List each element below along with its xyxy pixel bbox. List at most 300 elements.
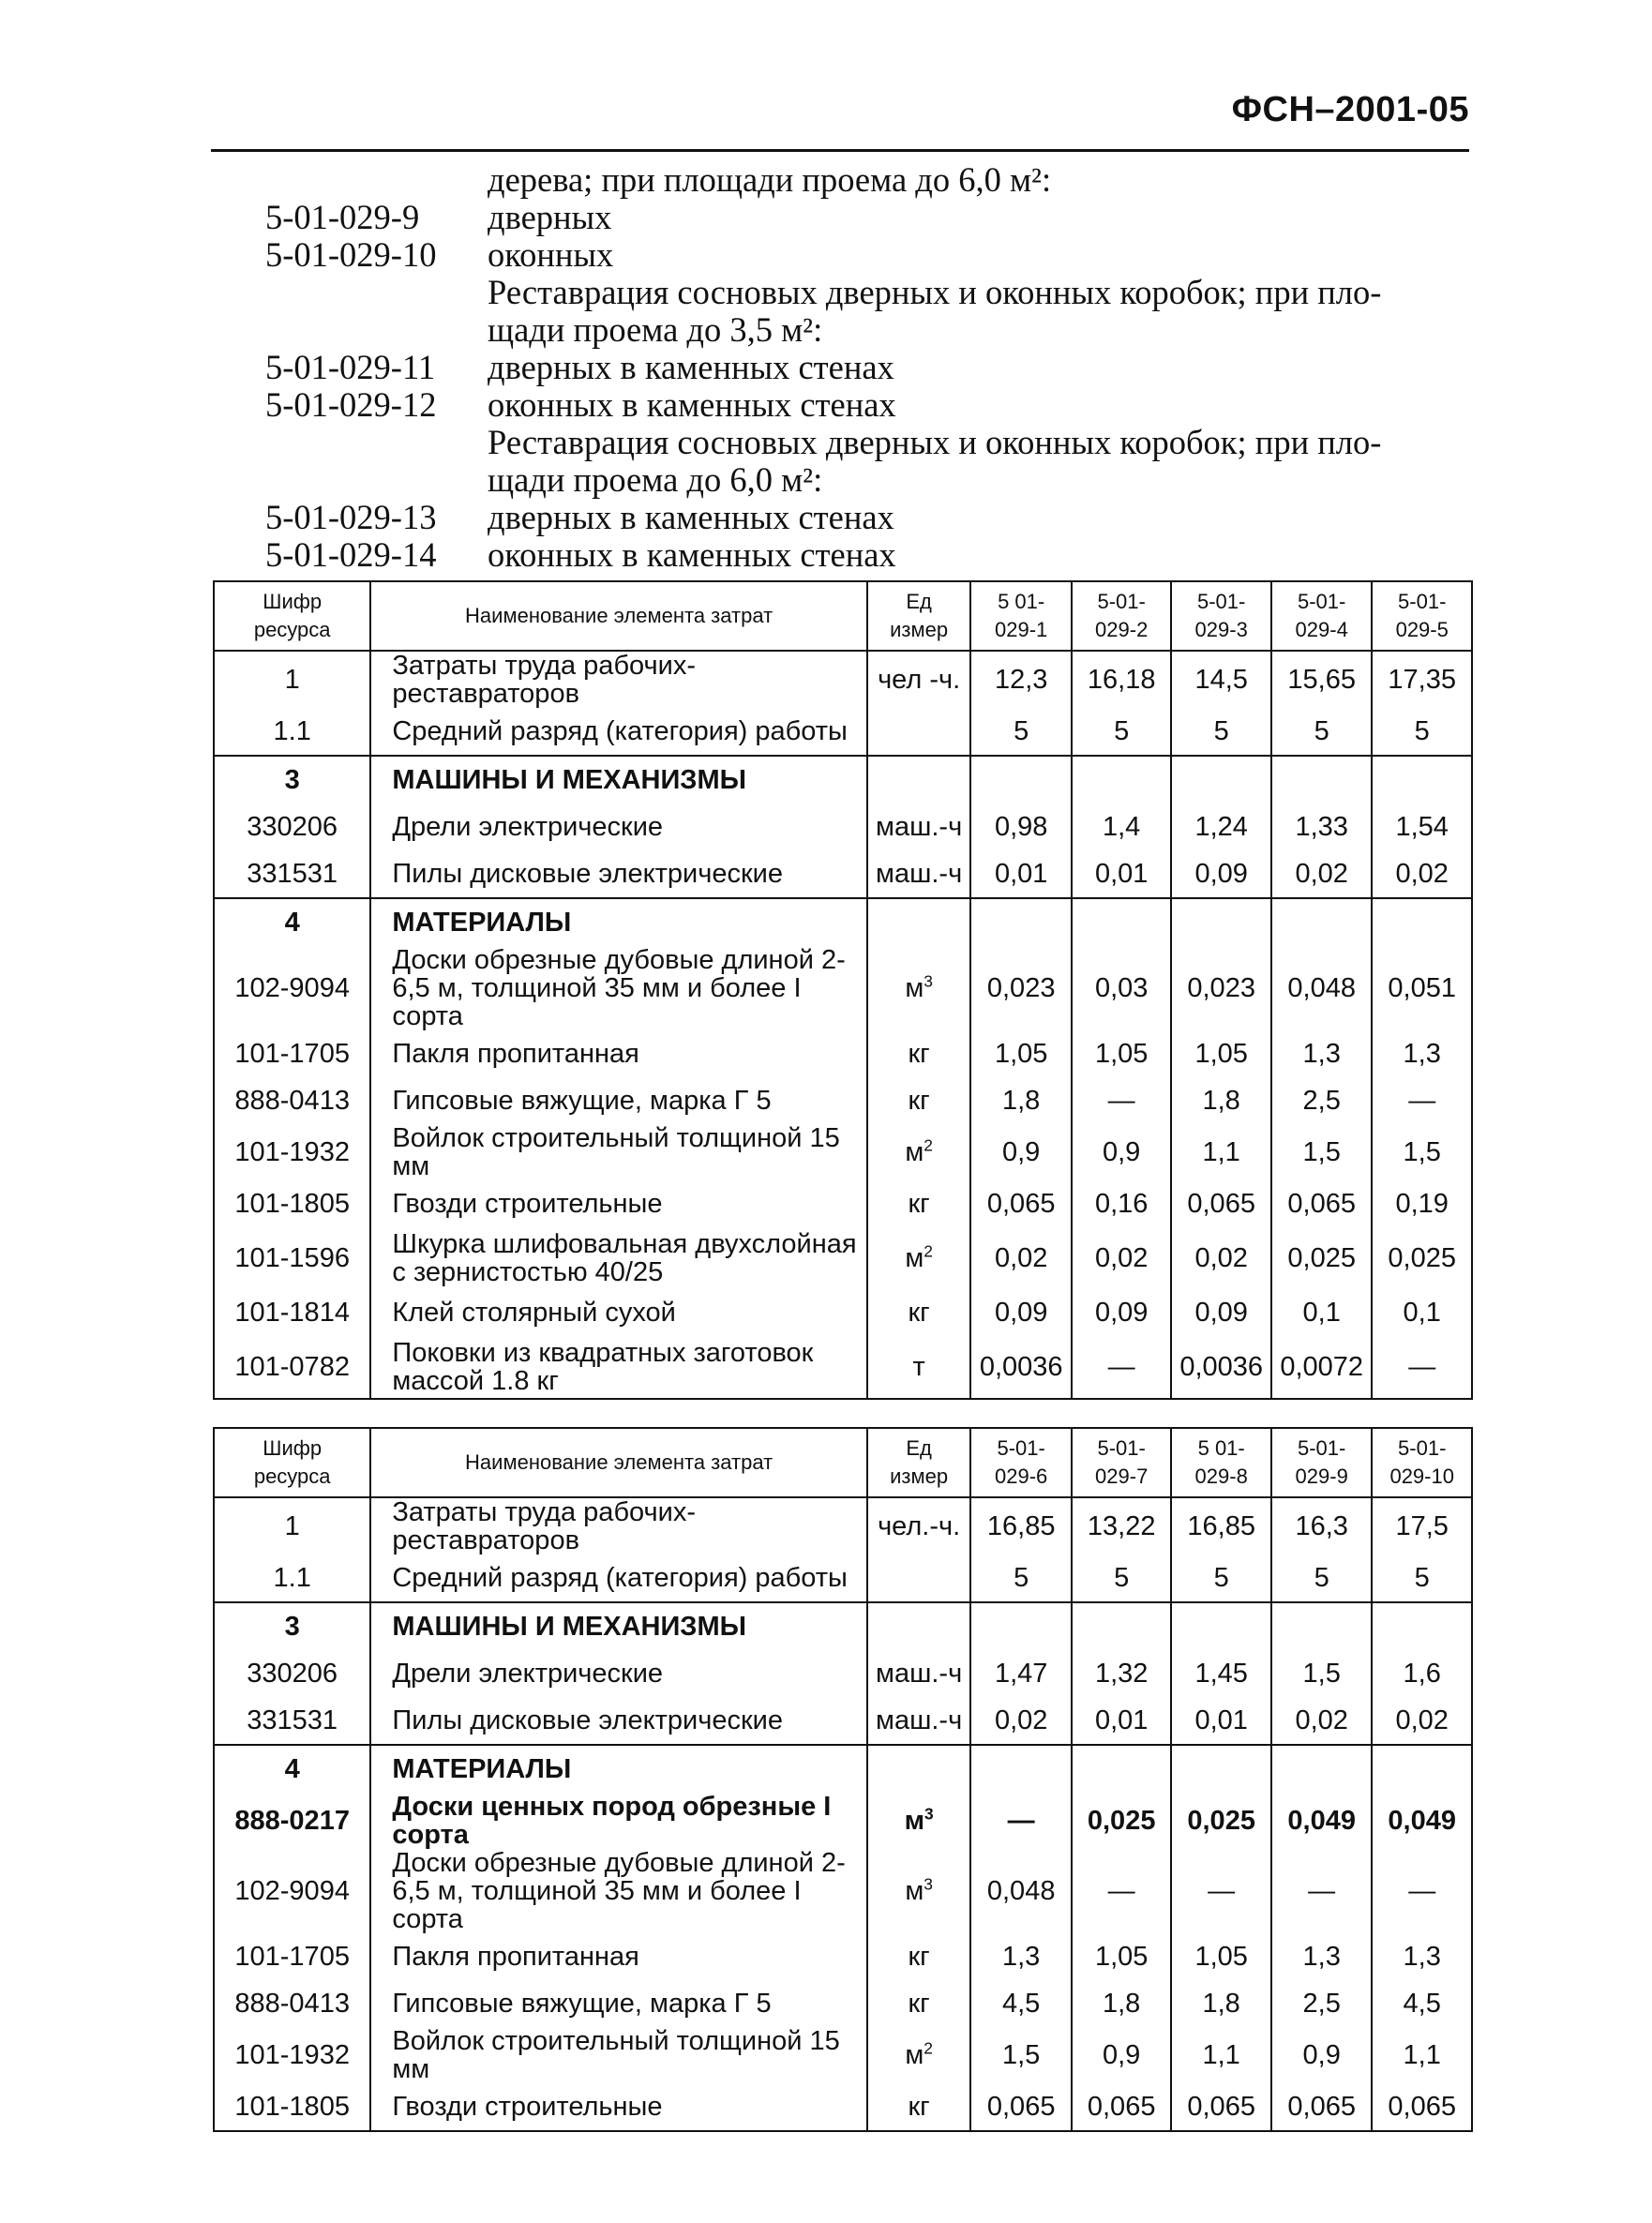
cost-element-name: Дрели электрические: [370, 804, 866, 850]
value-cell: 1,8: [1171, 1077, 1271, 1124]
value-cell: 0,09: [1171, 850, 1271, 898]
value-cell: 0,9: [1271, 2027, 1373, 2083]
value-cell: [1171, 1745, 1271, 1793]
value-cell: 0,025: [1171, 1793, 1271, 1849]
unit-cell: $м^3$: [867, 1793, 971, 1849]
header-code: [214, 581, 370, 651]
table-row: [214, 1980, 1472, 2027]
resource-code: 330206: [214, 1650, 370, 1697]
intro-line: [211, 274, 1472, 311]
resource-code: 101-1805: [214, 1180, 370, 1227]
intro-line: [211, 424, 1472, 461]
value-cell: [1271, 1745, 1373, 1793]
unit-cell: кг: [867, 1933, 971, 1980]
table-row: [214, 2027, 1472, 2083]
value-cell: 16,3: [1271, 1497, 1373, 1555]
value-cell: 0,065: [1171, 1180, 1271, 1227]
unit-cell: маш.-ч: [867, 1650, 971, 1697]
intro-line: [211, 499, 1472, 536]
header-norm-code-line: 029-4: [1295, 618, 1348, 641]
value-cell: 1,3: [1372, 1030, 1472, 1077]
header-norm-code-line: 5-01-: [1298, 590, 1346, 613]
document-code: ФСН–2001-05: [1231, 90, 1469, 129]
value-cell: 1,45: [1171, 1650, 1271, 1697]
table-row: [214, 1650, 1472, 1697]
value-cell: 0,048: [1271, 946, 1373, 1030]
value-cell: 0,025: [1271, 1227, 1373, 1289]
value-cell: 0,025: [1372, 1227, 1472, 1289]
value-cell: 1,3: [1271, 1030, 1373, 1077]
value-cell: 0,023: [970, 946, 1072, 1030]
intro-text: дерева; при площади проема до 6,0 м²:: [488, 160, 1052, 199]
value-cell: 5: [1072, 1555, 1172, 1602]
norm-table-2: [213, 1427, 1473, 2132]
section-row: [214, 1745, 1472, 1793]
intro-line: [211, 349, 1472, 386]
header-code-line: Шифр: [263, 1436, 323, 1460]
unit-cell: [867, 898, 971, 946]
cost-element-name: Гипсовые вяжущие, марка Г 5: [370, 1077, 866, 1124]
value-cell: [1171, 898, 1271, 946]
value-cell: —: [1171, 1849, 1271, 1933]
value-cell: 1,05: [1171, 1933, 1271, 1980]
intro-code: 5-01-029-11: [265, 348, 436, 386]
value-cell: 5: [970, 708, 1072, 756]
header-norm-code-line: 5-01-: [1398, 1436, 1447, 1460]
resource-code: 101-0782: [214, 1336, 370, 1399]
header-norm-code: [1072, 581, 1172, 651]
value-cell: 5: [970, 1555, 1072, 1602]
value-cell: 0,065: [1171, 2083, 1271, 2131]
cost-element-name: Средний разряд (категория) работы: [370, 1555, 866, 1602]
value-cell: 0,02: [1372, 850, 1472, 898]
intro-line: [211, 236, 1472, 274]
value-cell: 0,02: [970, 1697, 1072, 1745]
table-row: [214, 1227, 1472, 1289]
value-cell: 0,01: [1072, 850, 1172, 898]
cost-element-name: Пилы дисковые электрические: [370, 1697, 866, 1745]
value-cell: 0,9: [970, 1124, 1072, 1180]
header-code: [214, 1428, 370, 1497]
header-norm-code-line: 5 01-: [1197, 1436, 1245, 1460]
value-cell: 0,01: [1072, 1697, 1172, 1745]
header-code-line: Шифр: [263, 590, 323, 613]
value-cell: 1,05: [1072, 1933, 1172, 1980]
intro-code: [211, 311, 488, 349]
table-row: [214, 1497, 1472, 1555]
cost-element-name: Гипсовые вяжущие, марка Г 5: [370, 1980, 866, 2027]
cost-element-name: Пакля пропитанная: [370, 1030, 866, 1077]
value-cell: 0,09: [1171, 1289, 1271, 1336]
table-row: [214, 1077, 1472, 1124]
unit-cell: маш.-ч: [867, 850, 971, 898]
value-cell: 0,02: [1372, 1697, 1472, 1745]
value-cell: 0,025: [1072, 1793, 1172, 1849]
value-cell: 1,8: [1072, 1980, 1172, 2027]
resource-code: 102-9094: [214, 946, 370, 1030]
cost-element-name: Доски ценных пород обрезные I сорта: [370, 1793, 866, 1849]
header-norm-code-line: 5-01-: [1097, 1436, 1146, 1460]
header-norm-code-line: 029-10: [1389, 1464, 1454, 1488]
header-norm-code-line: 029-9: [1295, 1464, 1348, 1488]
cost-element-name: МАШИНЫ И МЕХАНИЗМЫ: [370, 756, 866, 804]
cost-element-name: Доски обрезные дубовые длиной 2-6,5 м, толщиной 35 мм и более I сорта: [370, 946, 866, 1030]
cost-element-name: Войлок строительный толщиной 15 мм: [370, 2027, 866, 2083]
value-cell: 0,0036: [1171, 1336, 1271, 1399]
header-unit: [867, 1428, 971, 1497]
value-cell: 0,01: [1171, 1697, 1271, 1745]
cost-element-name: Затраты труда рабочих-реставраторов: [370, 1497, 866, 1555]
header-norm-code: [1372, 1428, 1472, 1497]
value-cell: 1,5: [970, 2027, 1072, 2083]
value-cell: 17,5: [1372, 1497, 1472, 1555]
resource-code: 101-1705: [214, 1933, 370, 1980]
value-cell: 1,3: [970, 1933, 1072, 1980]
resource-code: 1.1: [214, 708, 370, 756]
header-norm-code-line: 029-6: [995, 1464, 1048, 1488]
header-norm-code: [1271, 581, 1373, 651]
resource-code: 1: [214, 651, 370, 708]
value-cell: 1,54: [1372, 804, 1472, 850]
value-cell: [1372, 898, 1472, 946]
value-cell: 0,09: [1072, 1289, 1172, 1336]
value-cell: 1,5: [1271, 1124, 1373, 1180]
value-cell: 16,18: [1072, 651, 1172, 708]
value-cell: 0,049: [1372, 1793, 1472, 1849]
resource-code: 888-0413: [214, 1980, 370, 2027]
header-unit-line: Ед: [906, 1436, 932, 1460]
header-unit-line: измер: [890, 1464, 949, 1488]
table-row: [214, 1793, 1472, 1849]
value-cell: 0,0036: [970, 1336, 1072, 1399]
intro-text: оконных в каменных стенах: [488, 535, 896, 574]
cost-element-name: Поковки из квадратных заготовок массой 1.8 кг: [370, 1336, 866, 1399]
resource-code: 101-1932: [214, 2027, 370, 2083]
value-cell: —: [1372, 1849, 1472, 1933]
value-cell: —: [1372, 1336, 1472, 1399]
cost-element-name: Пилы дисковые электрические: [370, 850, 866, 898]
section-row: [214, 1602, 1472, 1650]
section-row: [214, 898, 1472, 946]
value-cell: 1,24: [1171, 804, 1271, 850]
intro-text: щади проема до 3,5 м²:: [488, 310, 823, 349]
cost-element-name: Доски обрезные дубовые длиной 2-6,5 м, толщиной 35 мм и более I сорта: [370, 1849, 866, 1933]
unit-cell: маш.-ч: [867, 1697, 971, 1745]
intro-line: [211, 161, 1472, 199]
header-norm-code-line: 5-01-: [1097, 590, 1146, 613]
value-cell: —: [1372, 1077, 1472, 1124]
table-row: [214, 1336, 1472, 1399]
value-cell: 0,02: [1171, 1227, 1271, 1289]
resource-code: 101-1705: [214, 1030, 370, 1077]
table-header-row: [214, 581, 1472, 651]
resource-code: 101-1814: [214, 1289, 370, 1336]
value-cell: [1271, 898, 1373, 946]
intro-line: [211, 311, 1472, 349]
unit-cell: кг: [867, 1077, 971, 1124]
table-row: [214, 708, 1472, 756]
intro-text: дверных в каменных стенах: [488, 348, 894, 386]
value-cell: 15,65: [1271, 651, 1373, 708]
value-cell: 14,5: [1171, 651, 1271, 708]
header-name: Наименование элемента затрат: [370, 1428, 866, 1497]
resource-code: 101-1596: [214, 1227, 370, 1289]
value-cell: 0,02: [1271, 1697, 1373, 1745]
table-row: [214, 946, 1472, 1030]
resource-code: 3: [214, 756, 370, 804]
unit-cell: чел.-ч.: [867, 1497, 971, 1555]
value-cell: 1,1: [1171, 1124, 1271, 1180]
intro-code: [211, 161, 488, 199]
value-cell: 0,051: [1372, 946, 1472, 1030]
unit-cell: кг: [867, 1030, 971, 1077]
cost-element-name: МАТЕРИАЛЫ: [370, 898, 866, 946]
unit-cell: т: [867, 1336, 971, 1399]
value-cell: 0,065: [970, 1180, 1072, 1227]
value-cell: 0,065: [970, 2083, 1072, 2131]
value-cell: [970, 898, 1072, 946]
value-cell: 0,02: [970, 1227, 1072, 1289]
header-name: Наименование элемента затрат: [370, 581, 866, 651]
resource-code: 888-0217: [214, 1793, 370, 1849]
value-cell: 5: [1271, 1555, 1373, 1602]
intro-line: [211, 536, 1472, 574]
cost-element-name: Войлок строительный толщиной 15 мм: [370, 1124, 866, 1180]
cost-element-name: Шкурка шлифовальная двухслойная с зернистостью 40/25: [370, 1227, 866, 1289]
value-cell: [1072, 1602, 1172, 1650]
value-cell: [1372, 1745, 1472, 1793]
value-cell: 2,5: [1271, 1980, 1373, 2027]
value-cell: —: [1072, 1336, 1172, 1399]
table-row: [214, 1555, 1472, 1602]
value-cell: 1,4: [1072, 804, 1172, 850]
value-cell: 1,6: [1372, 1650, 1472, 1697]
cost-element-name: Клей столярный сухой: [370, 1289, 866, 1336]
header-norm-code: [1072, 1428, 1172, 1497]
value-cell: 12,3: [970, 651, 1072, 708]
value-cell: 0,19: [1372, 1180, 1472, 1227]
value-cell: —: [970, 1793, 1072, 1849]
value-cell: 2,5: [1271, 1077, 1373, 1124]
unit-cell: кг: [867, 1180, 971, 1227]
table-row: [214, 1697, 1472, 1745]
value-cell: —: [1072, 1849, 1172, 1933]
intro-line: [211, 199, 1472, 236]
value-cell: 0,02: [1271, 850, 1373, 898]
header-norm-code-line: 5-01-: [1196, 590, 1246, 613]
value-cell: [1072, 1745, 1172, 1793]
value-cell: 4,5: [970, 1980, 1072, 2027]
cost-element-name: МАТЕРИАЛЫ: [370, 1745, 866, 1793]
resource-code: 888-0413: [214, 1077, 370, 1124]
value-cell: 0,03: [1072, 946, 1172, 1030]
unit-cell: [867, 1745, 971, 1793]
unit-cell: [867, 1555, 971, 1602]
intro-text: оконных в каменных стенах: [488, 385, 896, 424]
header-norm-code: [970, 581, 1072, 651]
unit-cell: [867, 1602, 971, 1650]
value-cell: [1372, 1602, 1472, 1650]
header-norm-code-line: 5-01-: [1298, 1436, 1346, 1460]
intro-code: [211, 461, 488, 499]
value-cell: 1,5: [1271, 1650, 1373, 1697]
resource-code: 330206: [214, 804, 370, 850]
header-norm-code-line: 5-01-: [1398, 590, 1447, 613]
value-cell: 0,01: [970, 850, 1072, 898]
unit-cell: $м^2$: [867, 2027, 971, 2083]
value-cell: 0,048: [970, 1849, 1072, 1933]
unit-cell: [867, 708, 971, 756]
value-cell: 1,05: [1171, 1030, 1271, 1077]
table-row: [214, 1849, 1472, 1933]
header-norm-code: [1171, 581, 1271, 651]
cost-element-name: Гвозди строительные: [370, 1180, 866, 1227]
unit-cell: $м^2$: [867, 1124, 971, 1180]
unit-cell: кг: [867, 1289, 971, 1336]
value-cell: [1072, 898, 1172, 946]
value-cell: 1,32: [1072, 1650, 1172, 1697]
header-norm-code-line: 029-2: [1095, 618, 1149, 641]
resource-code: 101-1932: [214, 1124, 370, 1180]
value-cell: 0,065: [1271, 2083, 1373, 2131]
value-cell: [1372, 756, 1472, 804]
value-cell: [1271, 756, 1373, 804]
intro-line: [211, 386, 1472, 424]
value-cell: 1,5: [1372, 1124, 1472, 1180]
value-cell: 0,065: [1372, 2083, 1472, 2131]
unit-cell: $м^3$: [867, 946, 971, 1030]
table-row: [214, 1180, 1472, 1227]
unit-cell: маш.-ч: [867, 804, 971, 850]
header-norm-code-line: 029-5: [1395, 618, 1449, 641]
cost-element-name: Пакля пропитанная: [370, 1933, 866, 1980]
value-cell: —: [1271, 1849, 1373, 1933]
value-cell: 5: [1171, 1555, 1271, 1602]
value-cell: 0,9: [1072, 1124, 1172, 1180]
value-cell: 1,8: [970, 1077, 1072, 1124]
value-cell: [1171, 756, 1271, 804]
value-cell: 0,049: [1271, 1793, 1373, 1849]
value-cell: 0,1: [1271, 1289, 1373, 1336]
value-cell: 0,16: [1072, 1180, 1172, 1227]
value-cell: 16,85: [1171, 1497, 1271, 1555]
value-cell: 13,22: [1072, 1497, 1172, 1555]
table-row: [214, 1030, 1472, 1077]
value-cell: 5: [1271, 708, 1373, 756]
value-cell: 1,05: [1072, 1030, 1172, 1077]
resource-code: 1.1: [214, 1555, 370, 1602]
value-cell: [1271, 1602, 1373, 1650]
intro-text: щади проема до 6,0 м²:: [488, 460, 823, 499]
intro-line: [211, 461, 1472, 499]
value-cell: 1,1: [1372, 2027, 1472, 2083]
value-cell: 1,3: [1372, 1933, 1472, 1980]
resource-code: 4: [214, 898, 370, 946]
header-norm-code-line: 5 01-: [998, 590, 1045, 613]
header-norm-code: [1372, 581, 1472, 651]
unit-cell: [867, 756, 971, 804]
value-cell: 5: [1171, 708, 1271, 756]
value-cell: 0,023: [1171, 946, 1271, 1030]
value-cell: 1,8: [1171, 1980, 1271, 2027]
intro-code: 5-01-029-9: [265, 198, 420, 236]
resource-code: 331531: [214, 850, 370, 898]
value-cell: 16,85: [970, 1497, 1072, 1555]
intro-text: Реставрация сосновых дверных и оконных коробок; при пло-: [488, 273, 1382, 311]
header-rule: [211, 149, 1469, 152]
intro-code: 5-01-029-13: [265, 498, 437, 536]
unit-cell: чел -ч.: [867, 651, 971, 708]
table-row: [214, 2083, 1472, 2131]
value-cell: 17,35: [1372, 651, 1472, 708]
header-norm-code: [1171, 1428, 1271, 1497]
header-norm-code: [970, 1428, 1072, 1497]
value-cell: 0,1: [1372, 1289, 1472, 1336]
value-cell: 0,9: [1072, 2027, 1172, 2083]
table-row: [214, 651, 1472, 708]
value-cell: 5: [1072, 708, 1172, 756]
intro-code: [211, 274, 488, 311]
resource-code: 102-9094: [214, 1849, 370, 1933]
unit-cell: кг: [867, 2083, 971, 2131]
value-cell: [970, 1745, 1072, 1793]
header-unit-line: Ед: [906, 590, 932, 613]
value-cell: 5: [1372, 708, 1472, 756]
cost-element-name: Затраты труда рабочих-реставраторов: [370, 651, 866, 708]
table-row: [214, 1933, 1472, 1980]
value-cell: 4,5: [1372, 1980, 1472, 2027]
value-cell: —: [1072, 1077, 1172, 1124]
norm-table-1: [213, 580, 1473, 1400]
value-cell: 0,065: [1271, 1180, 1373, 1227]
header-norm-code-line: 029-8: [1194, 1464, 1248, 1488]
cost-element-name: Гвозди строительные: [370, 2083, 866, 2131]
value-cell: 1,1: [1171, 2027, 1271, 2083]
table-row: [214, 1289, 1472, 1336]
header-norm-code-line: 029-3: [1194, 618, 1248, 641]
cost-element-name: Дрели электрические: [370, 1650, 866, 1697]
value-cell: 1,3: [1271, 1933, 1373, 1980]
table-row: [214, 804, 1472, 850]
cost-element-name: МАШИНЫ И МЕХАНИЗМЫ: [370, 1602, 866, 1650]
resource-code: 101-1805: [214, 2083, 370, 2131]
table-row: [214, 1124, 1472, 1180]
unit-cell: кг: [867, 1980, 971, 2027]
header-unit-line: измер: [890, 618, 949, 641]
intro-code: 5-01-029-14: [265, 535, 437, 574]
header-norm-code-line: 5-01-: [997, 1436, 1045, 1460]
header-code-line: ресурса: [253, 618, 331, 641]
resource-code: 1: [214, 1497, 370, 1555]
value-cell: 0,065: [1072, 2083, 1172, 2131]
value-cell: 1,05: [970, 1030, 1072, 1077]
value-cell: 1,47: [970, 1650, 1072, 1697]
value-cell: 0,02: [1072, 1227, 1172, 1289]
resource-code: 331531: [214, 1697, 370, 1745]
intro-list: [211, 161, 1472, 574]
intro-code: [211, 424, 488, 461]
value-cell: 0,0072: [1271, 1336, 1373, 1399]
value-cell: 0,09: [970, 1289, 1072, 1336]
unit-cell: $м^2$: [867, 1227, 971, 1289]
resource-code: 4: [214, 1745, 370, 1793]
intro-code: 5-01-029-10: [265, 235, 437, 274]
resource-code: 3: [214, 1602, 370, 1650]
intro-text: дверных: [488, 198, 612, 236]
intro-text: дверных в каменных стенах: [488, 498, 894, 536]
intro-code: 5-01-029-12: [265, 385, 437, 424]
value-cell: [1072, 756, 1172, 804]
